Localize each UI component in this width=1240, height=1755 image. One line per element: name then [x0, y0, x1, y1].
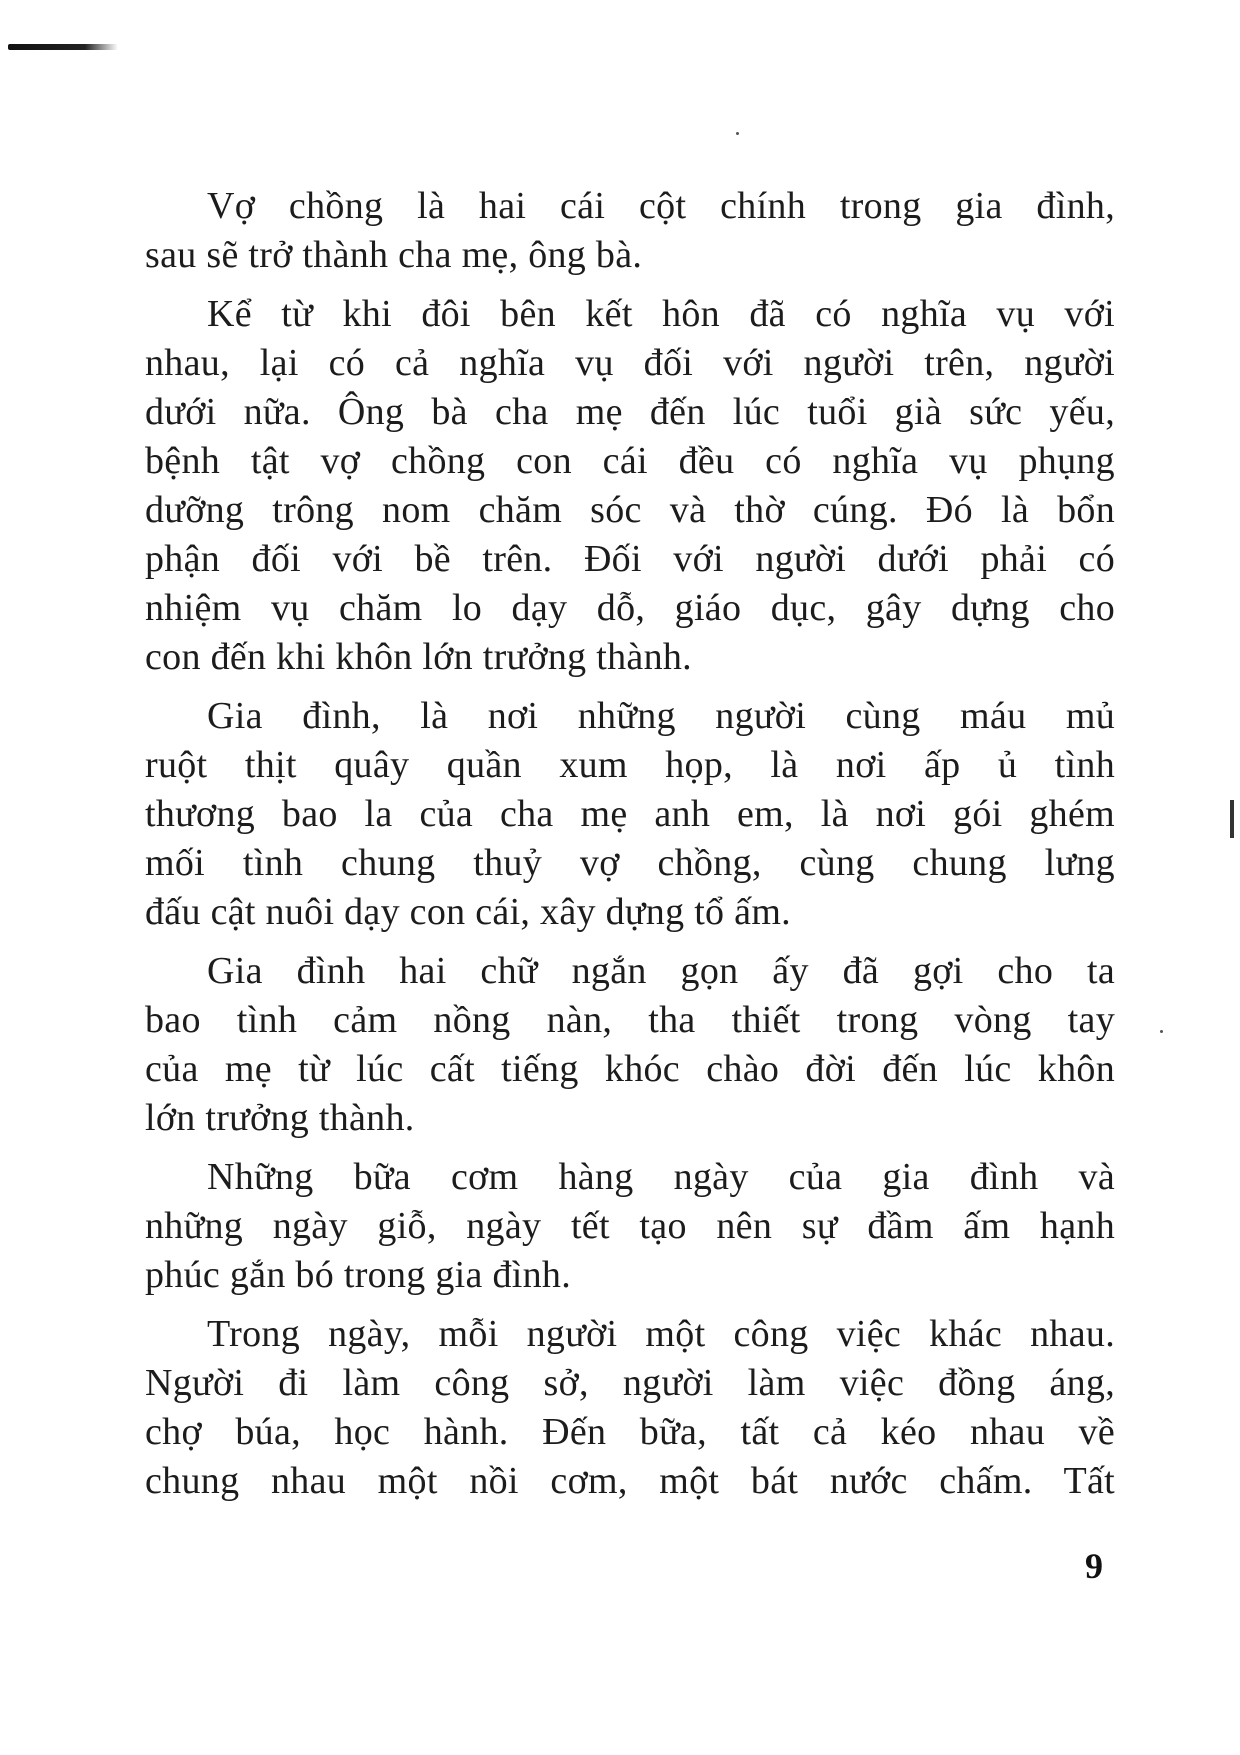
text-line: Gia đình, là nơi những người cùng máu mủ: [207, 695, 1115, 737]
paragraph: [145, 290, 1115, 682]
text-line: những ngày giỗ, ngày tết tạo nên sự đầm ấm hạnh: [145, 1205, 1115, 1247]
paragraph: [145, 692, 1115, 937]
scan-speck: [736, 132, 739, 135]
page-body: [145, 182, 1115, 1516]
scan-edge-mark: [1230, 800, 1234, 838]
paragraph: [145, 1310, 1115, 1506]
text-line: Người đi làm công sở, người làm việc đồng áng,: [145, 1362, 1115, 1404]
text-line: Kể từ khi đôi bên kết hôn đã có nghĩa vụ với: [207, 293, 1115, 335]
page-number: 9: [1085, 1546, 1103, 1586]
text-line: ruột thịt quây quần xum họp, là nơi ấp ủ tình: [145, 744, 1115, 786]
text-line: mối tình chung thuỷ vợ chồng, cùng chung lưng: [145, 842, 1115, 884]
text-line: chung nhau một nồi cơm, một bát nước chấm. Tất: [145, 1460, 1115, 1502]
text-line: thương bao la của cha mẹ anh em, là nơi gói ghém: [145, 793, 1115, 835]
text-line: bệnh tật vợ chồng con cái đều có nghĩa vụ phụng: [145, 440, 1115, 482]
text-line: Vợ chồng là hai cái cột chính trong gia đình,: [207, 185, 1115, 227]
paragraph: [145, 947, 1115, 1143]
paragraph: [145, 182, 1115, 280]
text-line: phận đối với bề trên. Đối với người dưới phải có: [145, 538, 1115, 580]
text-line: dưới nữa. Ông bà cha mẹ đến lúc tuổi già sức yếu,: [145, 391, 1115, 433]
text-line: chợ búa, học hành. Đến bữa, tất cả kéo nhau về: [145, 1411, 1115, 1453]
text-line: lớn trưởng thành.: [145, 1097, 415, 1139]
text-line: nhiệm vụ chăm lo dạy dỗ, giáo dục, gây dựng cho: [145, 587, 1115, 629]
text-line: Gia đình hai chữ ngắn gọn ấy đã gợi cho ta: [207, 950, 1115, 992]
text-line: dưỡng trông nom chăm sóc và thờ cúng. Đó là bổn: [145, 489, 1115, 531]
text-line: đấu cật nuôi dạy con cái, xây dựng tổ ấm.: [145, 891, 791, 933]
scan-speck: [1160, 1030, 1163, 1033]
text-line: Trong ngày, mỗi người một công việc khác nhau.: [207, 1313, 1115, 1355]
text-line: nhau, lại có cả nghĩa vụ đối với người trên, người: [145, 342, 1115, 384]
text-line: Những bữa cơm hàng ngày của gia đình và: [207, 1156, 1115, 1198]
text-line: con đến khi khôn lớn trưởng thành.: [145, 636, 692, 678]
text-line: sau sẽ trở thành cha mẹ, ông bà.: [145, 234, 643, 276]
text-line: của mẹ từ lúc cất tiếng khóc chào đời đến lúc khôn: [145, 1048, 1115, 1090]
text-line: phúc gắn bó trong gia đình.: [145, 1254, 572, 1296]
text-line: bao tình cảm nồng nàn, tha thiết trong vòng tay: [145, 999, 1115, 1041]
paragraph: [145, 1153, 1115, 1300]
scan-edge-mark: [8, 44, 118, 50]
